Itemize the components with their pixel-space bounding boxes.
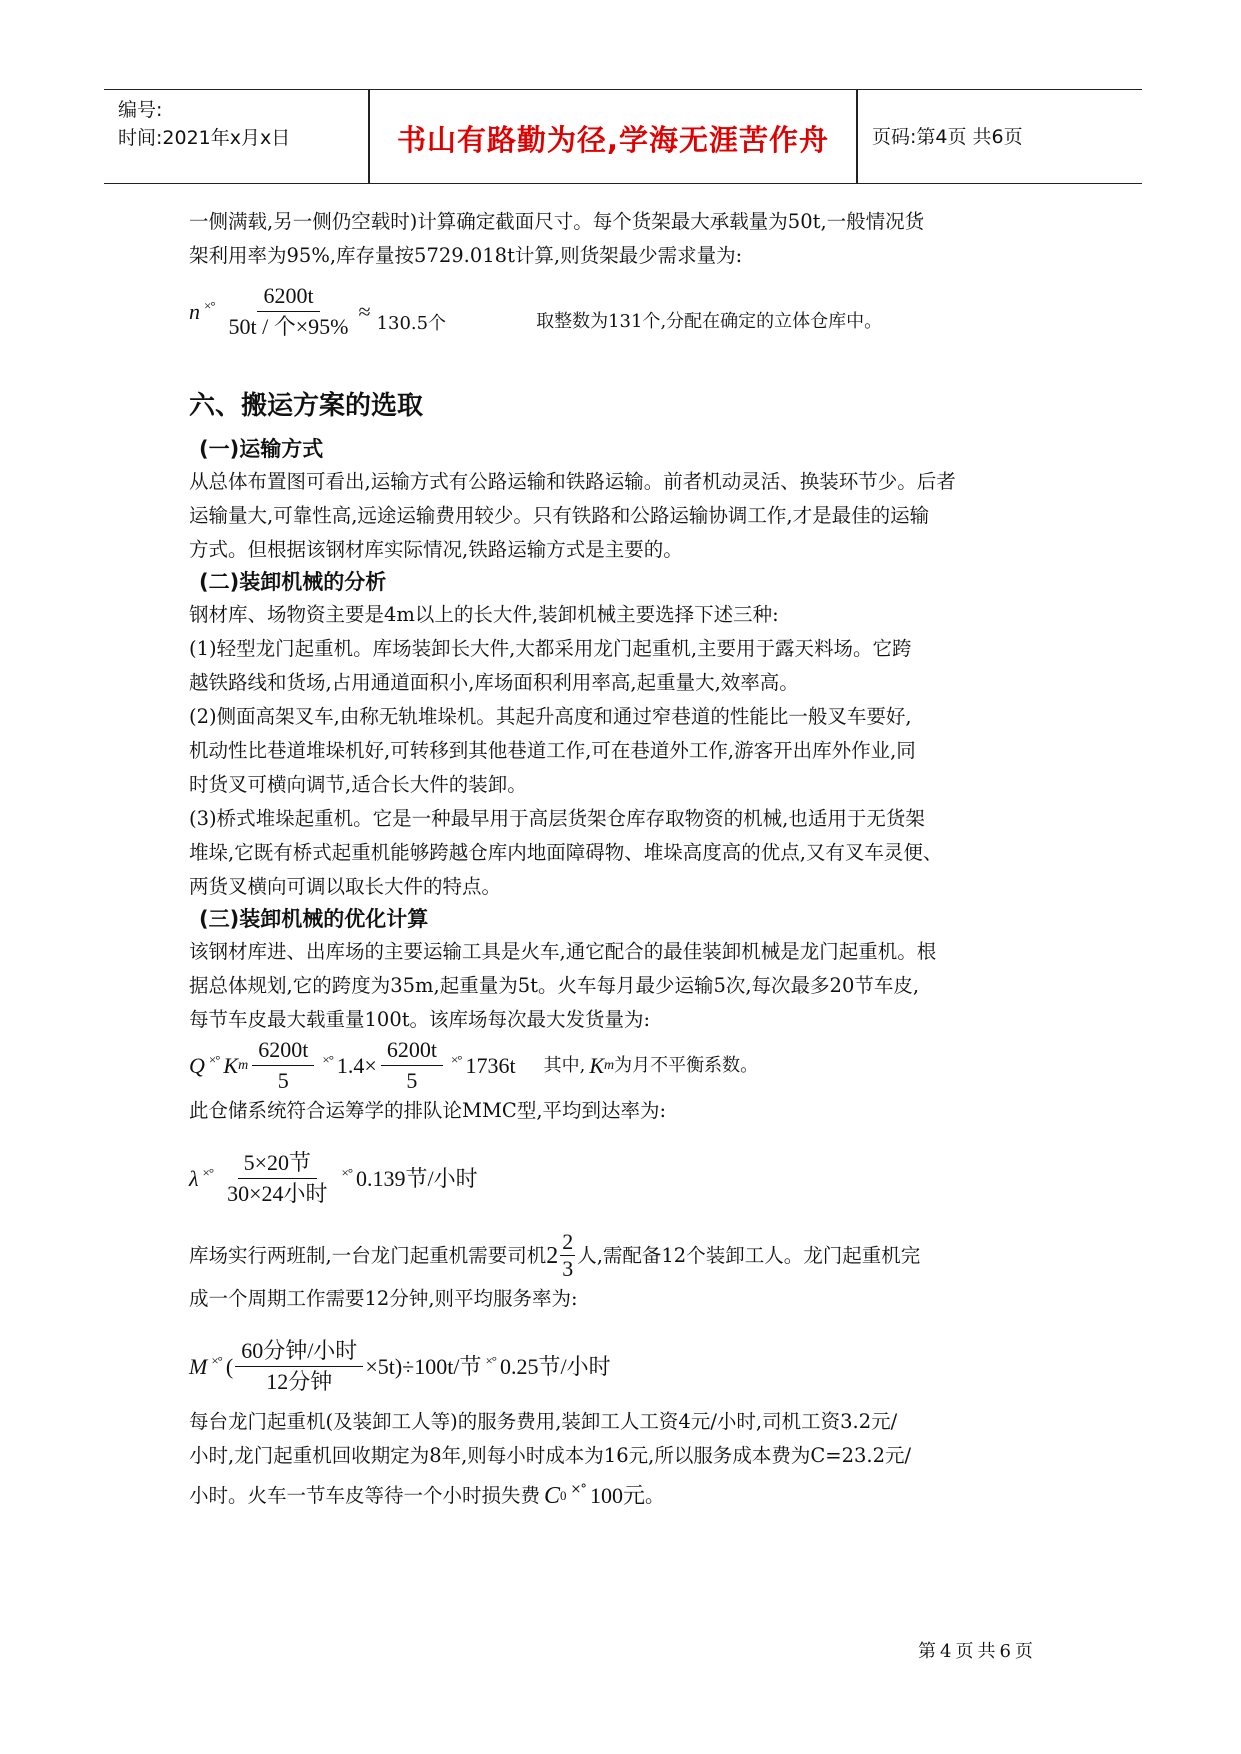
fraction-denominator: 5 [277, 1068, 289, 1093]
formula-symbol: ×° [211, 1352, 222, 1368]
formula-result: 0.139节/小时 [356, 1165, 478, 1191]
formula-note: 为月不平衡系数。 [614, 1054, 759, 1076]
paragraph-line: 此仓储系统符合运筹学的排队论MMC型,平均到达率为: [189, 1099, 667, 1122]
formula-lhs: M [189, 1353, 208, 1379]
header-page-label: 页码:第4页 共6页 [872, 126, 1023, 148]
time-label: 时间:2021年x月x日 [118, 127, 291, 149]
fraction [223, 283, 355, 340]
paragraph-line: (3)桥式堆垛起重机。它是一种最早用于高层货架仓库存取物资的机械,也适用于无货架 [189, 807, 925, 830]
formula-note: 其中, [543, 1054, 586, 1076]
fraction [221, 1150, 333, 1207]
paragraph-line: 机动性比巷道堆垛机好,可转移到其他巷道工作,可在巷道外工作,游客开出库外作业,同 [189, 739, 916, 762]
fraction-numerator: 6200t [252, 1037, 314, 1066]
paragraph-line: 钢材库、场物资主要是4m以上的长大件,装卸机械主要选择下述三种: [189, 603, 779, 626]
coefficient: K [589, 1052, 605, 1078]
formula-symbol: ×° [485, 1352, 496, 1368]
paragraph-text: 。 [644, 1484, 665, 1507]
formula-symbol: ×° [204, 297, 215, 313]
paragraph-line: 每台龙门起重机(及装卸工人等)的服务费用,装卸工人工资4元/小时,司机工资3.2元/ [189, 1410, 898, 1433]
paragraph-line: 成一个周期工作需要12分钟,则平均服务率为: [189, 1287, 578, 1310]
section-title: 六、搬运方案的选取 [189, 391, 424, 421]
cost-symbol-subscript: 0 [560, 1488, 567, 1503]
paragraph-line: 小时,龙门起重机回收期定为8年,则每小时成本为16元,所以服务成本费为C=23.2元/ [189, 1444, 912, 1467]
coefficient-subscript: m [238, 1057, 249, 1073]
fraction-numerator: 5×20节 [238, 1150, 317, 1179]
page-footer: 第4页共6页 [918, 1641, 1037, 1662]
paragraph-line: 堆垛,它既有桥式起重机能够跨越仓库内地面障碍物、堆垛高度高的优点,又有叉车灵便、 [189, 841, 943, 864]
formula-term: 1.4× [336, 1052, 377, 1078]
paragraph-text: 小时。火车一节车皮等待一个小时损失费 [189, 1484, 541, 1507]
paragraph-line: 据总体规划,它的跨度为35m,起重量为5t。火车每月最少运输5次,每次最多20节车皮, [189, 974, 920, 997]
header-meta [118, 96, 290, 152]
fraction-denominator: 3 [562, 1256, 574, 1281]
paragraph-line: 时货叉可横向调节,适合长大件的装卸。 [189, 773, 527, 796]
fraction-denominator: 5 [406, 1068, 418, 1093]
fraction [381, 1037, 443, 1094]
fraction-numerator: 60分钟/小时 [235, 1338, 363, 1367]
fraction [235, 1338, 363, 1395]
fraction-denominator: 12分钟 [266, 1369, 333, 1394]
paragraph-line: 该钢材库进、出库场的主要运输工具是火车,通它配合的最佳装卸机械是龙门起重机。根 [189, 940, 937, 963]
formula-lhs: λ [189, 1165, 199, 1191]
formula-symbol: ×° [341, 1164, 353, 1180]
fraction [252, 1037, 314, 1094]
fraction [560, 1229, 575, 1282]
paragraph-line: 从总体布置图可看出,运输方式有公路运输和铁路运输。前者机动灵活、换装环节少。后者 [189, 470, 956, 493]
cost-value: 100元 [589, 1483, 645, 1508]
paragraph-line: 两货叉横向可调以取长大件的特点。 [189, 875, 502, 898]
fraction-denominator: 30×24小时 [227, 1181, 328, 1206]
paragraph-line: (2)侧面高架叉车,由称无轨堆垛机。其起升高度和通过窄巷道的性能比一般叉车要好, [189, 705, 912, 728]
subsection-title: (一)运输方式 [199, 437, 324, 461]
page-header [104, 89, 1142, 184]
formula-m [189, 1338, 1059, 1395]
formula-n [189, 283, 1059, 340]
cost-last-line [189, 1479, 1059, 1513]
subsection-title: (二)装卸机械的分析 [199, 570, 387, 594]
formula-lhs: Q [189, 1052, 205, 1078]
formula-symbol: ×° [202, 1164, 214, 1180]
mixed-number-whole: 2 [546, 1242, 559, 1269]
subsection-title: (三)装卸机械的优化计算 [199, 907, 429, 931]
paragraph-line: 每节车皮最大载重量100t。该库场每次最大发货量为: [189, 1008, 651, 1031]
formula-symbol: ×° [322, 1051, 333, 1067]
formula-note: 取整数为131个,分配在确定的立体仓库中。 [536, 310, 883, 332]
formula-symbol: ×° [570, 1482, 586, 1497]
drivers-line [189, 1229, 1059, 1282]
formula-result: 130.5个 [376, 312, 447, 334]
paragraph-line: 方式。但根据该钢材库实际情况,铁路运输方式是主要的。 [189, 538, 683, 561]
header-divider [856, 90, 858, 183]
fraction-numerator: 6200t [381, 1037, 443, 1066]
paragraph-line: 架利用率为95%,库存量按5729.018t计算,则货架最少需求量为: [189, 244, 743, 267]
header-motto: 书山有路勤为径,学海无涯苦作舟 [396, 123, 830, 157]
formula-symbol: ×° [208, 1051, 220, 1067]
code-label: 编号: [118, 99, 163, 121]
paragraph-text: 人,需配备12个装卸工人。龙门起重机完 [577, 1243, 921, 1267]
paragraph-line: 运输量大,可靠性高,远途运输费用较少。只有铁路和公路运输协调工作,才是最佳的运输 [189, 504, 930, 527]
formula-result: 1736t [465, 1052, 516, 1078]
paragraph-line: (1)轻型龙门起重机。库场装卸长大件,大都采用龙门起重机,主要用于露天料场。它跨 [189, 637, 912, 660]
fraction-numerator: 6200t [257, 283, 319, 312]
formula-paren: ( [225, 1353, 234, 1379]
formula-q [189, 1037, 1059, 1094]
coefficient-subscript: m [604, 1057, 615, 1073]
formula-result: 0.25节/小时 [500, 1353, 611, 1379]
formula-lambda [189, 1150, 1059, 1207]
fraction-numerator: 2 [562, 1229, 574, 1254]
coefficient: K [223, 1052, 239, 1078]
approx-sign: ≈ [358, 298, 371, 324]
paragraph-text: 库场实行两班制,一台龙门起重机需要司机 [189, 1243, 547, 1267]
formula-lhs: n [189, 298, 200, 324]
paragraph-line: 一侧满载,另一侧仍空载时)计算确定截面尺寸。每个货架最大承载量为50t,一般情况货 [189, 210, 925, 233]
cost-symbol: C [544, 1483, 561, 1509]
paragraph-line: 越铁路线和货场,占用通道面积小,库场面积利用率高,起重量大,效率高。 [189, 671, 799, 694]
fraction-denominator: 50t / 个×95% [228, 314, 349, 339]
formula-symbol: ×° [450, 1051, 462, 1067]
document-body [189, 205, 1059, 1513]
formula-term: ×5t)÷100t/节 [365, 1353, 482, 1379]
